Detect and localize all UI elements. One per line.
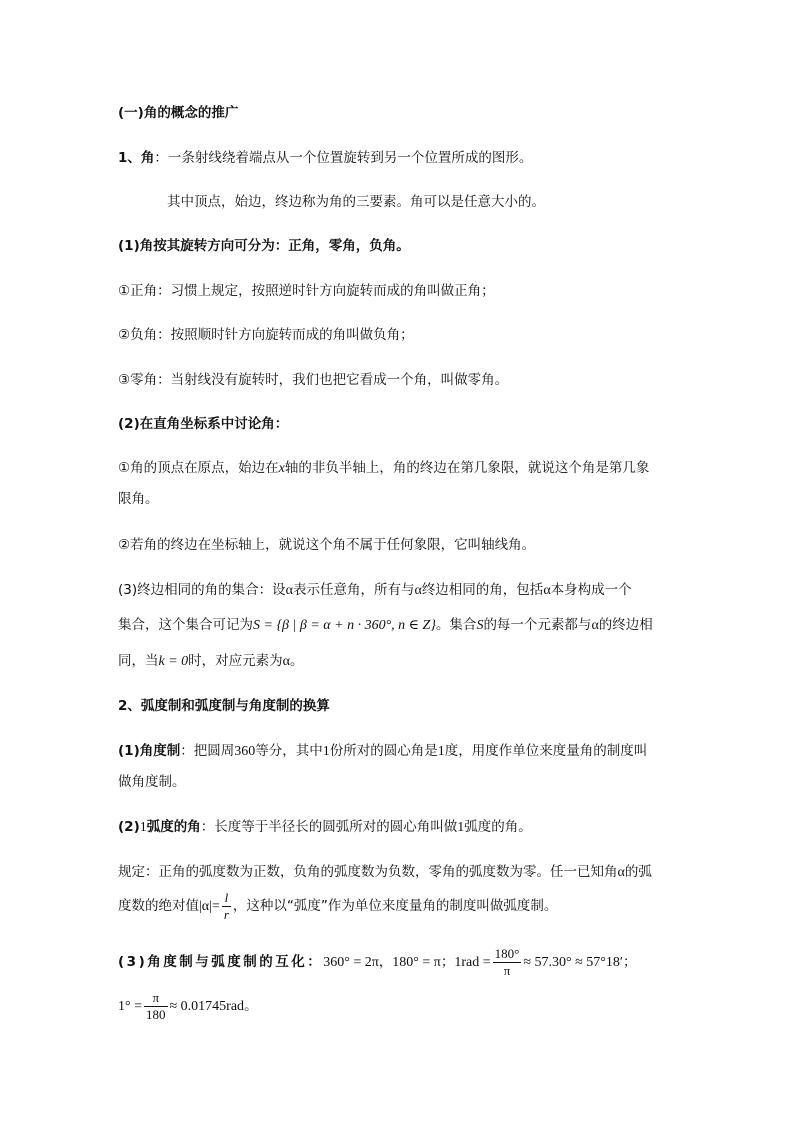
var-x: x — [278, 461, 285, 476]
formula-180: 180° = π — [392, 955, 441, 970]
text: 。 — [290, 653, 304, 669]
fraction-180-over-pi — [493, 946, 522, 979]
alpha: α — [617, 865, 625, 880]
paragraph-rule-2 — [118, 888, 557, 925]
numerator: 180° — [494, 945, 520, 961]
text: 轴的非负半轴上，角的终边在第几象限，就说这个角是第几象 — [284, 460, 650, 476]
set-formula: S = {β | β = α + n · 360°, n ∈ Z} — [253, 618, 436, 633]
section-title-concept: (一)角的概念的推广 — [118, 105, 239, 121]
formula-deg-a: 1° = — [118, 999, 142, 1014]
text: 本身构成一个 — [550, 582, 632, 598]
k-equals-zero: k = 0 — [158, 654, 189, 669]
text: ：一条射线绕着端点从一个位置旋转到另一个位置所成的图形。 — [154, 150, 533, 166]
item-quadrant-angle — [118, 458, 649, 479]
text: 时，对应元素为 — [188, 653, 283, 669]
denominator: π — [503, 962, 511, 978]
numerator: l — [222, 890, 231, 907]
num: 1 — [457, 820, 465, 835]
num: 360 — [234, 744, 256, 759]
text: ①角的顶点在原点，始边在 — [118, 460, 279, 476]
alpha: α — [543, 583, 551, 598]
text: 规定：正角的弧度数为正数，负角的弧度数为负数，零角的弧度数为零。任一已知角 — [118, 864, 618, 880]
text: 。集合 — [435, 617, 477, 633]
numerator: π — [144, 990, 168, 1007]
alpha: α — [282, 654, 291, 669]
heading-coordinate-system: (2)在直角坐标系中讨论角： — [118, 416, 289, 432]
paragraph-coterminal — [118, 580, 632, 601]
paragraph-conversion-2 — [118, 988, 258, 1025]
denominator: r — [223, 906, 229, 922]
text: 等分，其中 — [255, 743, 323, 759]
text: 度，用度作单位来度量角的制度叫 — [444, 743, 648, 759]
term-conversion: (3)角度制与弧度制的互化： — [118, 954, 324, 970]
sep: ； — [622, 954, 637, 970]
formula-360: 360° = 2π — [323, 955, 379, 970]
alpha: α — [591, 618, 599, 633]
text: 终边相同的角，包括 — [421, 582, 544, 598]
formula-rad-a: 1rad = — [454, 955, 491, 970]
text: 度数的绝对值 — [118, 898, 199, 914]
var-S: S — [476, 618, 484, 633]
text: (3)终边相同的角的集合：设 — [118, 582, 286, 598]
fraction-l-over-r — [222, 890, 231, 923]
paragraph-one-radian — [118, 817, 532, 838]
fraction-pi-over-180 — [144, 990, 168, 1023]
paragraph-coterminal-3 — [118, 651, 304, 672]
formula-deg-b: ≈ 0.01745rad — [169, 999, 245, 1014]
text: 。 — [244, 998, 258, 1014]
text: 集合，这个集合可记为 — [118, 617, 253, 633]
section-title-radian: 2、弧度制和弧度制与角度制的换算 — [118, 698, 330, 714]
formula-rad-b: ≈ 57.30° ≈ 57°18′ — [523, 955, 623, 970]
text: 的弧 — [624, 864, 652, 880]
text: 弧度的角。 — [464, 819, 532, 835]
item-quadrant-angle-cont: 限角。 — [118, 491, 159, 507]
paragraph-rule — [118, 862, 652, 883]
text: 的终边相 — [598, 617, 653, 633]
item-zero-angle: ③零角：当射线没有旋转时，我们也把它看成一个角，叫做零角。 — [118, 372, 509, 388]
sep: ， — [378, 954, 393, 970]
term-degree: (1)角度制 — [118, 743, 181, 759]
text: ：把圆周 — [180, 743, 235, 759]
paragraph-degree-system — [118, 741, 647, 762]
term-radian: 弧度的角 — [146, 819, 201, 835]
text: ：长度等于半径长的圆弧所对的圆心角叫做 — [200, 819, 458, 835]
sep: ； — [440, 954, 455, 970]
heading-rotation-classes: (1)角按其旋转方向可分为：正角，零角，负角。 — [118, 238, 410, 254]
text: 的每一个元素都与 — [483, 617, 592, 633]
text: 份所对的圆心角是 — [329, 743, 438, 759]
item-negative-angle: ②负角：按照顺时针方向旋转而成的角叫做负角； — [118, 327, 414, 343]
paragraph-conversion — [118, 944, 636, 981]
num: 1 — [139, 820, 147, 835]
term-radian: (2) — [118, 819, 140, 835]
paragraph-coterminal-2 — [118, 615, 653, 636]
abs-alpha: |α|= — [199, 899, 220, 914]
term-angle: 1、角 — [118, 150, 155, 166]
paragraph-degree-system-2: 做角度制。 — [118, 774, 186, 790]
item-positive-angle: ①正角：习惯上规定，按照逆时针方向旋转而成的角叫做正角； — [118, 283, 495, 299]
paragraph-angle-definition — [118, 148, 532, 168]
alpha: α — [285, 583, 293, 598]
denominator: 180 — [146, 1006, 166, 1022]
text: 表示任意角，所有与 — [292, 582, 415, 598]
paragraph-three-elements: 其中顶点，始边，终边称为角的三要素。角可以是任意大小的。 — [167, 194, 545, 210]
num: 1 — [322, 744, 330, 759]
num: 1 — [437, 744, 445, 759]
text: ，这种以“弧度”作为单位来度量角的制度叫做弧度制。 — [232, 898, 558, 914]
item-axis-angle: ②若角的终边在坐标轴上，就说这个角不属于任何象限，它叫轴线角。 — [118, 537, 536, 553]
alpha: α — [414, 583, 422, 598]
text: 同，当 — [118, 653, 159, 669]
